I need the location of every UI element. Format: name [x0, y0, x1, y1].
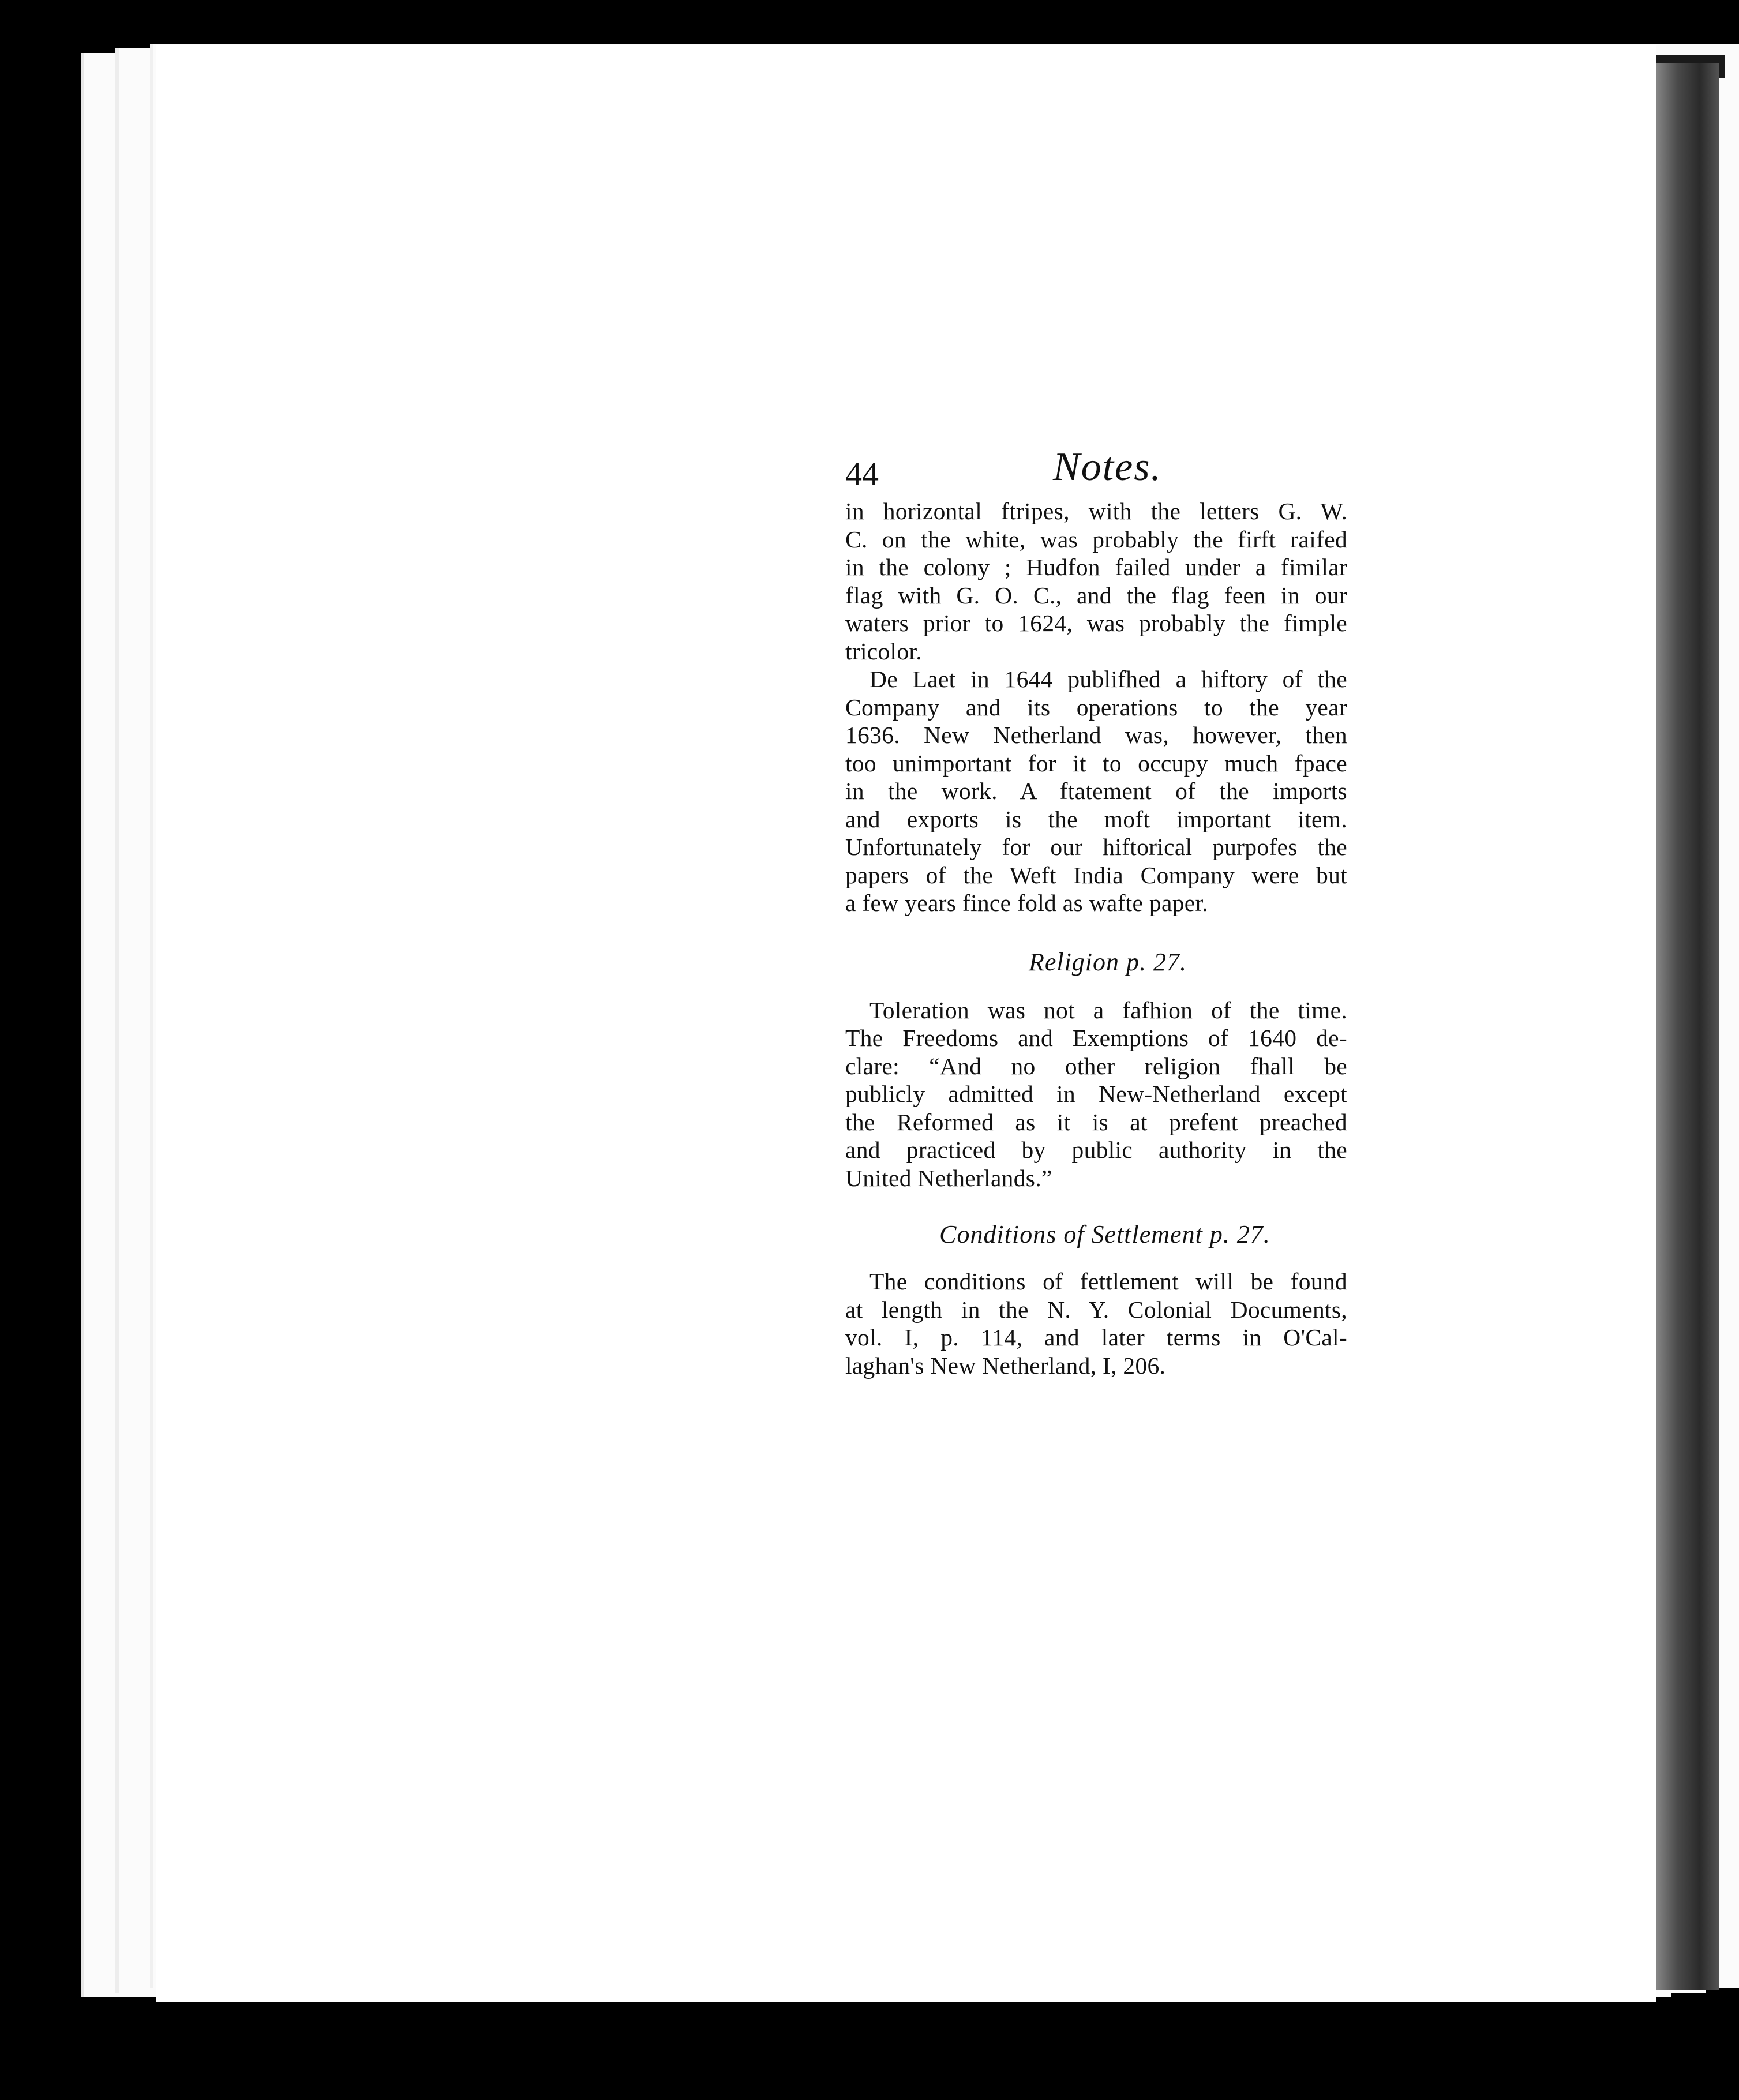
- text-line: clare: “And no other religion fhall be: [845, 1052, 1347, 1079]
- text-line: vol. I, p. 114, and later terms in O'Cal-: [845, 1324, 1347, 1351]
- paragraph-religion: [845, 996, 1347, 1192]
- text-line: papers of the Weft India Company were but: [845, 861, 1347, 888]
- text-line: The Freedoms and Exemptions of 1640 de-: [845, 1025, 1347, 1051]
- text-line: flag with G. O. C., and the flag feen in our: [845, 582, 1347, 609]
- text-line: The conditions of fettlement will be found: [870, 1268, 1347, 1295]
- text-line: in the colony ; Hudfon failed under a fimilar: [845, 554, 1347, 580]
- text-line: tricolor.: [845, 638, 922, 665]
- text-line: United Netherlands.”: [845, 1164, 1052, 1191]
- text-line: the Reformed as it is at prefent preached: [845, 1108, 1347, 1135]
- text-line: in the work. A ftatement of the imports: [845, 778, 1347, 804]
- running-head: [845, 444, 1347, 497]
- text-line: publicly admitted in New-Netherland except: [845, 1081, 1347, 1107]
- text-line: laghan's New Netherland, I, 206.: [845, 1352, 1166, 1379]
- text-line: at length in the N. Y. Colonial Documents,: [845, 1296, 1347, 1323]
- text-line: 1636. New Netherland was, however, then: [845, 722, 1347, 748]
- text-line: Company and its operations to the year: [845, 693, 1347, 721]
- paragraph-flag: [845, 497, 1347, 665]
- text-line: Toleration was not a fafhion of the time.: [870, 996, 1347, 1023]
- text-line: De Laet in 1644 publifhed a hiftory of the: [870, 666, 1347, 692]
- running-title: Notes.: [1053, 445, 1162, 489]
- text-line: Unfortunately for our hiftorical purpofes the: [845, 834, 1347, 860]
- paragraph-conditions: [845, 1268, 1347, 1379]
- page-text: [845, 444, 1347, 1379]
- paragraph-de-laet: [845, 665, 1347, 917]
- page-number: 44: [845, 455, 879, 493]
- text-line: waters prior to 1624, was probably the fimple: [845, 610, 1347, 636]
- text-line: a few years fince fold as wafte paper.: [845, 890, 1208, 916]
- section-heading-religion: Religion p. 27.: [1028, 947, 1187, 976]
- book-spine: [1655, 63, 1719, 1990]
- section-heading-conditions: Conditions of Settlement p. 27.: [939, 1220, 1270, 1248]
- text-line: and practiced by public authority in the: [845, 1137, 1347, 1163]
- text-line: in horizontal ftripes, with the letters G. W.: [845, 498, 1347, 524]
- text-line: too unimportant for it to occupy much fpace: [845, 749, 1347, 777]
- text-line: C. on the white, was probably the firft raifed: [845, 526, 1347, 553]
- text-line: and exports is the moft important item.: [845, 805, 1347, 832]
